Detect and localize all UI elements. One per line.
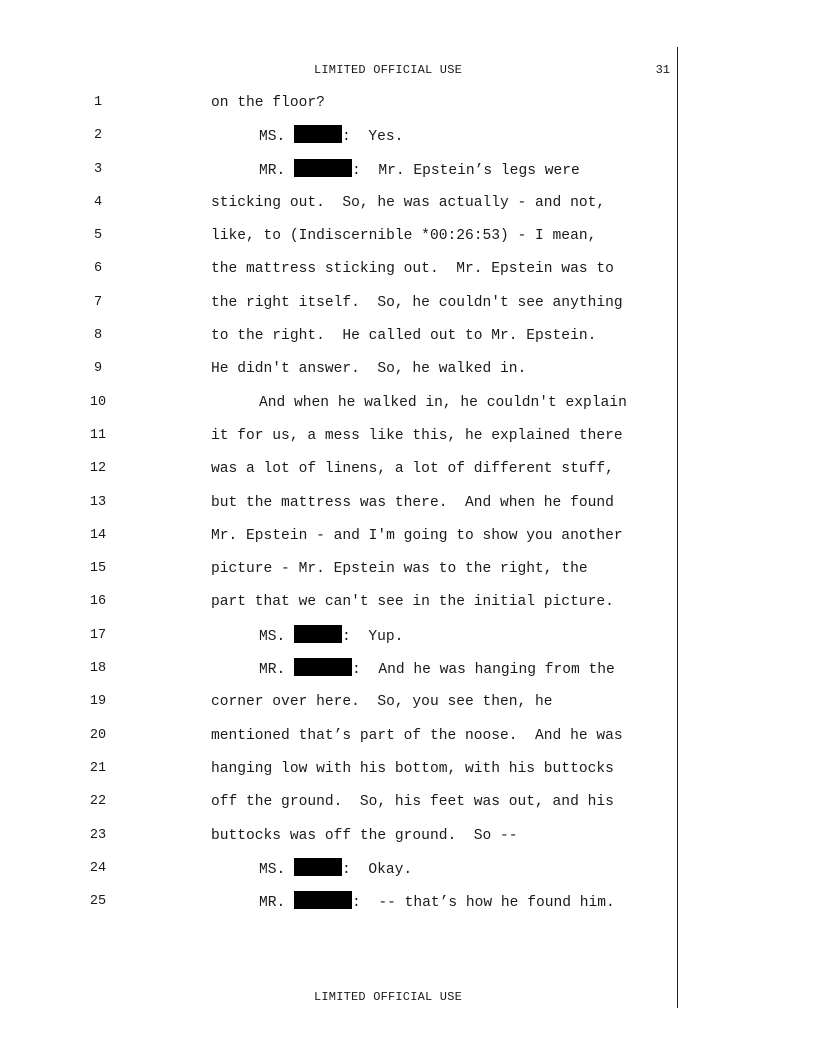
transcript-line <box>0 492 816 525</box>
line-number: 8 <box>93 328 103 344</box>
speaker-statement: : Yup. <box>342 628 404 645</box>
line-text: part that we can't see in the initial picture. <box>211 594 614 611</box>
transcript-line <box>0 392 816 425</box>
transcript-line <box>0 558 816 591</box>
transcript-line <box>0 192 816 225</box>
transcript-line <box>0 125 816 158</box>
line-number: 5 <box>93 228 103 244</box>
speaker-title: MR. <box>259 162 286 179</box>
line-text: on the floor? <box>211 95 325 111</box>
speaker-line <box>259 625 403 648</box>
line-number: 9 <box>93 361 103 377</box>
line-text: mentioned that’s part of the noose. And he was <box>211 727 623 744</box>
redaction-box <box>294 159 352 177</box>
transcript-line <box>0 691 816 724</box>
transcript-line <box>0 525 816 558</box>
transcript-line <box>0 725 816 758</box>
line-number: 22 <box>89 794 107 810</box>
speaker-line <box>259 159 580 182</box>
line-number: 16 <box>89 594 107 610</box>
line-text: Mr. Epstein - and I'm going to show you another <box>211 527 623 544</box>
page-number: 31 <box>655 63 670 77</box>
line-text: sticking out. So, he was actually - and not, <box>211 194 606 211</box>
line-number: 11 <box>89 427 107 443</box>
line-number: 15 <box>89 561 107 577</box>
line-number: 4 <box>93 194 103 210</box>
line-number: 19 <box>89 694 107 710</box>
line-number: 21 <box>89 760 107 776</box>
line-number: 12 <box>89 461 107 477</box>
transcript-line <box>0 891 816 924</box>
redaction-box <box>294 125 342 143</box>
speaker-statement: : -- that’s how he found him. <box>352 895 615 912</box>
line-number: 7 <box>93 294 103 310</box>
redaction-box <box>294 891 352 909</box>
redaction-box <box>294 658 352 676</box>
transcript-line <box>0 658 816 691</box>
line-text: hanging low with his bottom, with his buttocks <box>211 760 614 777</box>
speaker-title: MS. <box>259 129 286 146</box>
line-number: 25 <box>89 894 107 910</box>
line-number: 18 <box>89 661 107 677</box>
line-number: 2 <box>93 128 103 144</box>
line-text: buttocks was off the ground. So -- <box>211 827 518 844</box>
footer-classification-marking: LIMITED OFFICIAL USE <box>313 990 463 1004</box>
speaker-statement: : And he was hanging from the <box>352 662 615 679</box>
line-text: And when he walked in, he couldn't explain <box>259 394 627 411</box>
line-text: the right itself. So, he couldn't see anything <box>211 294 623 311</box>
line-text: but the mattress was there. And when he found <box>211 494 614 511</box>
speaker-statement: : Yes. <box>342 129 404 146</box>
speaker-title: MR. <box>259 662 286 679</box>
line-text: the mattress sticking out. Mr. Epstein was to <box>211 261 614 278</box>
transcript-line <box>0 625 816 658</box>
line-number: 14 <box>89 527 107 543</box>
redaction-box <box>294 625 342 643</box>
line-text: picture - Mr. Epstein was to the right, the <box>211 561 588 578</box>
line-number: 10 <box>89 394 107 410</box>
speaker-title: MS. <box>259 861 286 878</box>
line-text: to the right. He called out to Mr. Epstein. <box>211 328 597 345</box>
speaker-statement: : Okay. <box>342 861 413 878</box>
line-number: 17 <box>89 627 107 643</box>
line-text: corner over here. So, you see then, he <box>211 694 553 711</box>
transcript-line <box>0 258 816 291</box>
line-number: 3 <box>93 161 103 177</box>
line-number: 20 <box>89 727 107 743</box>
line-number: 1 <box>93 95 103 110</box>
transcript-line <box>0 591 816 624</box>
transcript-line <box>0 458 816 491</box>
line-number: 23 <box>89 827 107 843</box>
transcript-line <box>0 325 816 358</box>
line-text: was a lot of linens, a lot of different stuff, <box>211 461 614 478</box>
transcript-line <box>0 791 816 824</box>
transcript-lines <box>0 92 816 924</box>
transcript-line <box>0 292 816 325</box>
line-text: off the ground. So, his feet was out, and his <box>211 794 614 811</box>
transcript-line <box>0 225 816 258</box>
speaker-line <box>259 858 412 881</box>
line-number: 13 <box>89 494 107 510</box>
line-number: 24 <box>89 860 107 876</box>
speaker-line <box>259 125 403 148</box>
transcript-line <box>0 92 816 125</box>
speaker-title: MR. <box>259 895 286 912</box>
transcript-line <box>0 758 816 791</box>
speaker-title: MS. <box>259 628 286 645</box>
speaker-line <box>259 658 615 681</box>
line-text: it for us, a mess like this, he explained there <box>211 427 623 444</box>
line-text: like, to (Indiscernible *00:26:53) - I mean, <box>211 228 597 245</box>
transcript-line <box>0 858 816 891</box>
header-classification-marking: LIMITED OFFICIAL USE <box>313 63 463 77</box>
transcript-line <box>0 358 816 391</box>
speaker-statement: : Mr. Epstein’s legs were <box>352 162 580 179</box>
transcript-line <box>0 159 816 192</box>
transcript-line <box>0 825 816 858</box>
speaker-line <box>259 891 615 914</box>
transcript-line <box>0 425 816 458</box>
redaction-box <box>294 858 342 876</box>
line-number: 6 <box>93 261 103 277</box>
line-text: He didn't answer. So, he walked in. <box>211 361 527 378</box>
